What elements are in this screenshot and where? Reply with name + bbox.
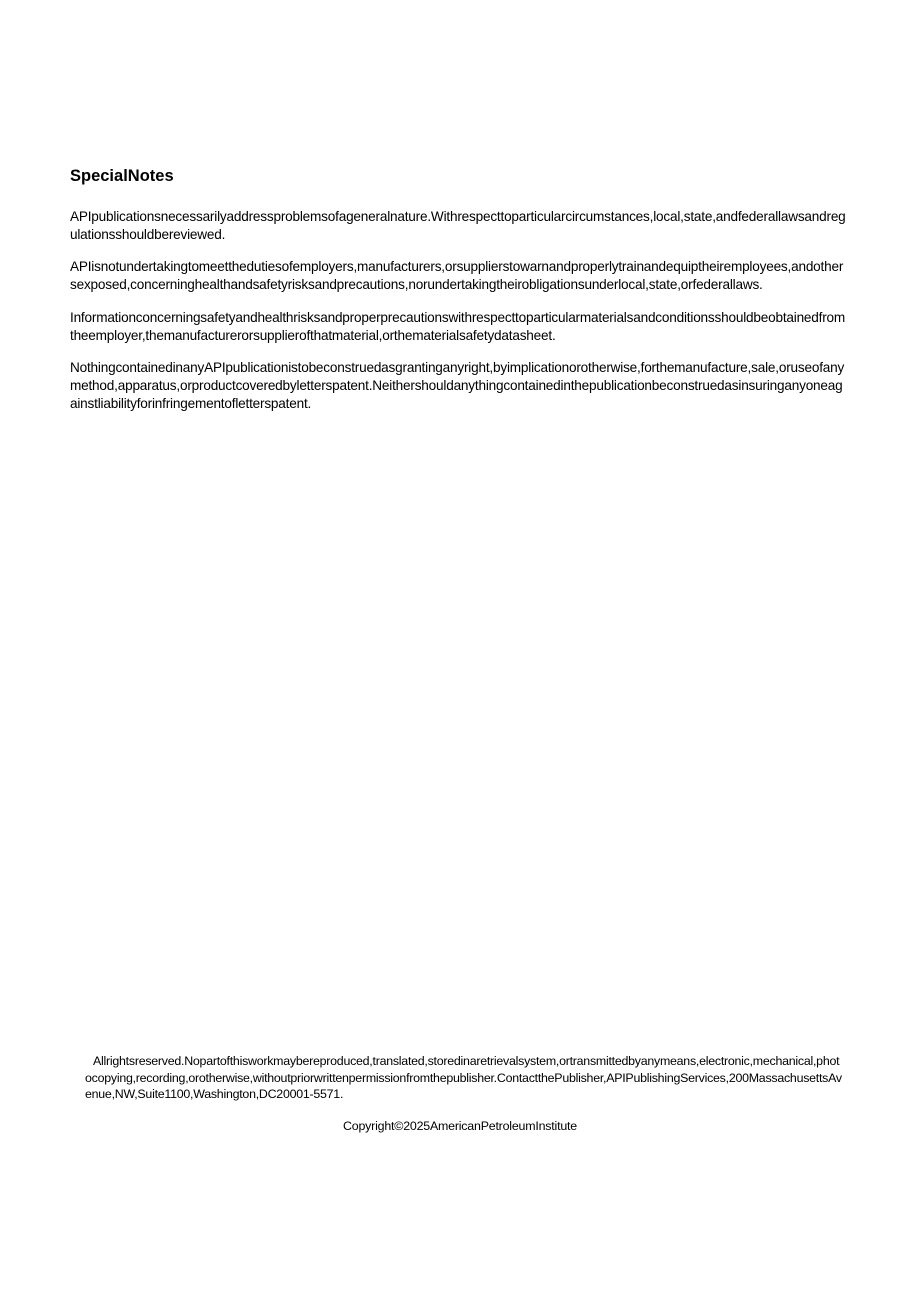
- note-paragraph-2: APIisnotundertakingtomeetthedutiesofemployers,manufacturers,orsupplierstowarnandproperlytrainandequiptheiremployees,andothersexposed,concerninghealthandsafetyrisksandprecautions,norundertakingtheirobligationsunderlocal,state,orfederallaws.: [70, 259, 844, 293]
- rights-reserved-notice: Allrightsreserved.Nopartofthisworkmaybereproduced,translated,storedinaretrievalsystem,ortransmittedbyanymeans,electronic,mechanical,photocopying,recording,orotherwise,withoutpriorwrittenpermissionfromthepublisher.ContactthePublisher,APIPublishingServices,200MassachusettsAvenue,NW,Suite1100,Washington,DC20001-5571.: [85, 1054, 842, 1101]
- note-paragraph-4: NothingcontainedinanyAPIpublicationistobeconstruedasgrantinganyright,byimplicationorotherwise,forthemanufacture,sale,oruseofanymethod,apparatus,orproductcoveredbyletterspatent.Neithershouldanythingcontainedinthepublicationbeconstruedasinsuringanyoneagainstliabilityforinfringementofletterspatent.: [70, 360, 845, 411]
- note-paragraph-3: Informationconcerningsafetyandhealthrisksandproperprecautionswithrespecttoparticularmaterialsandconditionsshouldbeobtainedfromtheemployer,themanufacturerorsupplierofthatmaterial,orthematerialsafetydatasheet.: [70, 309, 846, 343]
- copyright-line: Copyright©2025AmericanPetroleumInstitute: [343, 1119, 577, 1133]
- special-notes-body: [70, 208, 848, 427]
- page-title: SpecialNotes: [70, 167, 174, 185]
- note-paragraph-1: APIpublicationsnecessarilyaddressproblemsofageneralnature.Withrespecttoparticularcircumstances,local,state,andfederallawsandregulationsshouldbereviewed.: [70, 209, 846, 242]
